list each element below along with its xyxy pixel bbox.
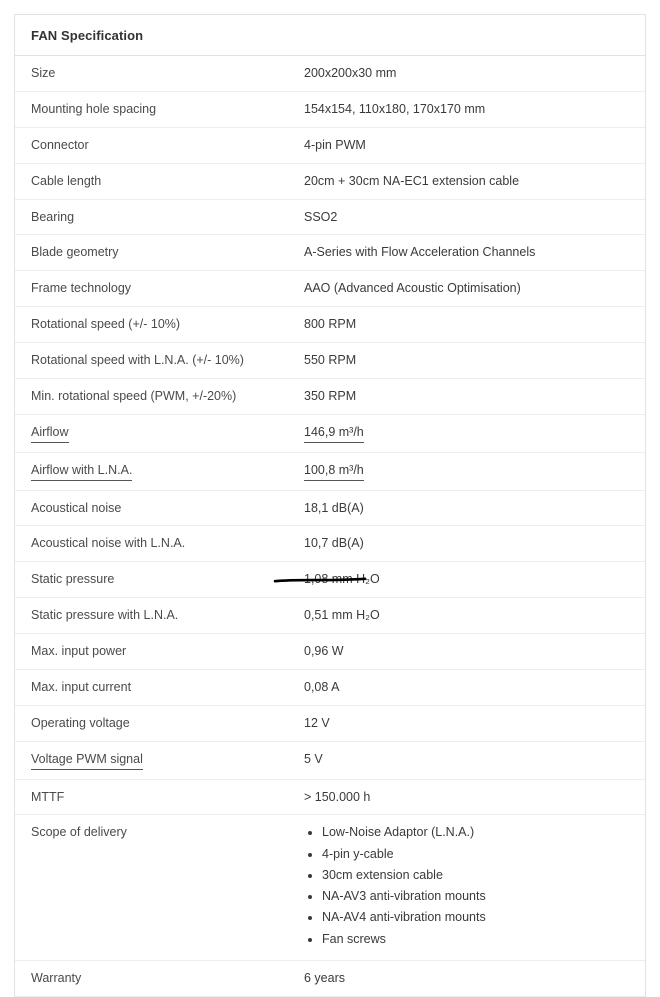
table-row [15, 56, 645, 91]
table-row [15, 634, 645, 670]
spec-label: Mounting hole spacing [31, 101, 157, 116]
table-row [15, 199, 645, 235]
spec-value: 0,08 A [304, 679, 340, 694]
list-item: • 4-pin y-cable [322, 846, 639, 862]
table-row [15, 127, 645, 163]
spec-value-text: 146,9 m³/h [304, 424, 364, 443]
spec-value-text: 100,8 m³/h [304, 462, 364, 481]
spec-value: 200x200x30 mm [304, 66, 397, 80]
spec-label: Scope of delivery [31, 825, 127, 840]
spec-label: Frame technology [31, 281, 132, 296]
spec-label: Acoustical noise with L.N.A. [31, 536, 186, 551]
table-row [15, 414, 645, 452]
spec-value: 12 V [304, 715, 330, 730]
table-row [15, 490, 645, 526]
spec-label: Rotational speed (+/- 10%) [31, 317, 181, 332]
specification-table [15, 56, 645, 997]
spec-value [294, 414, 645, 452]
spec-value: A-Series with Flow Acceleration Channels [304, 245, 536, 260]
spec-label: Rotational speed with L.N.A. (+/- 10%) [31, 353, 244, 367]
table-row [15, 235, 645, 271]
spec-label: Max. input power [31, 644, 127, 658]
list-item: • 30cm extension cable [322, 867, 639, 883]
table-row [15, 378, 645, 414]
spec-label: Connector [31, 137, 89, 152]
spec-label [15, 452, 294, 490]
table-row [15, 271, 645, 307]
table-row-operating-voltage [15, 705, 645, 741]
table-row [15, 669, 645, 705]
spec-label: Cable length [31, 173, 102, 188]
spec-value: AAO (Advanced Acoustic Optimisation) [304, 281, 521, 296]
spec-label: Bearing [31, 209, 75, 224]
spec-label: Min. rotational speed (PWM, +/-20%) [31, 388, 237, 403]
spec-label [15, 414, 294, 452]
spec-label: Acoustical noise [31, 500, 122, 515]
table-row [15, 452, 645, 490]
table-row [15, 779, 645, 815]
spec-value: 4-pin PWM [304, 137, 366, 152]
table-row [15, 598, 645, 634]
spec-value: 800 RPM [304, 317, 357, 332]
page-title: FAN Specification [15, 15, 645, 56]
spec-label: MTTF [31, 789, 65, 804]
spec-value: 0,96 W [304, 644, 344, 658]
spec-value: 1,08 mm H₂O [304, 572, 380, 587]
spec-value: > 150.000 h [304, 789, 371, 804]
spec-label [15, 741, 294, 779]
spec-value: 0,51 mm H₂O [304, 608, 380, 623]
spec-value [294, 452, 645, 490]
spec-value: 350 RPM [304, 388, 357, 403]
spec-value: 6 years [304, 970, 345, 985]
table-row-warranty [15, 960, 645, 996]
table-row [15, 562, 645, 598]
spec-value: 20cm + 30cm NA-EC1 extension cable [304, 173, 520, 188]
spec-value [294, 815, 645, 961]
fan-specification-panel [14, 14, 646, 997]
list-item: • Fan screws [322, 931, 639, 947]
spec-label: Static pressure with L.N.A. [31, 608, 179, 623]
spec-value: 18,1 dB(A) [304, 500, 364, 515]
spec-value: 10,7 dB(A) [304, 536, 364, 551]
table-row [15, 163, 645, 199]
spec-label-text: Airflow [31, 424, 69, 443]
spec-label: Warranty [31, 970, 82, 985]
table-row [15, 343, 645, 379]
spec-label-text: Voltage PWM signal [31, 751, 143, 770]
spec-value: SSO2 [304, 209, 338, 224]
spec-value: 5 V [304, 751, 323, 766]
list-item: • NA-AV4 anti-vibration mounts [322, 909, 639, 925]
table-row [15, 307, 645, 343]
spec-value: 550 RPM [304, 353, 357, 367]
table-row [15, 741, 645, 779]
spec-label-text: Airflow with L.N.A. [31, 462, 132, 481]
table-row [15, 526, 645, 562]
spec-label: Size [31, 66, 56, 80]
spec-label: Operating voltage [31, 715, 130, 730]
list-item: • Low-Noise Adaptor (L.N.A.) [322, 824, 639, 840]
spec-value: 154x154, 110x180, 170x170 mm [304, 101, 486, 116]
spec-label: Static pressure [31, 572, 115, 587]
table-row [15, 91, 645, 127]
spec-label: Blade geometry [31, 245, 119, 260]
table-row-scope-of-delivery [15, 815, 645, 961]
list-item: • NA-AV3 anti-vibration mounts [322, 888, 639, 904]
scope-of-delivery-list [304, 824, 639, 947]
spec-label: Max. input current [31, 679, 132, 694]
